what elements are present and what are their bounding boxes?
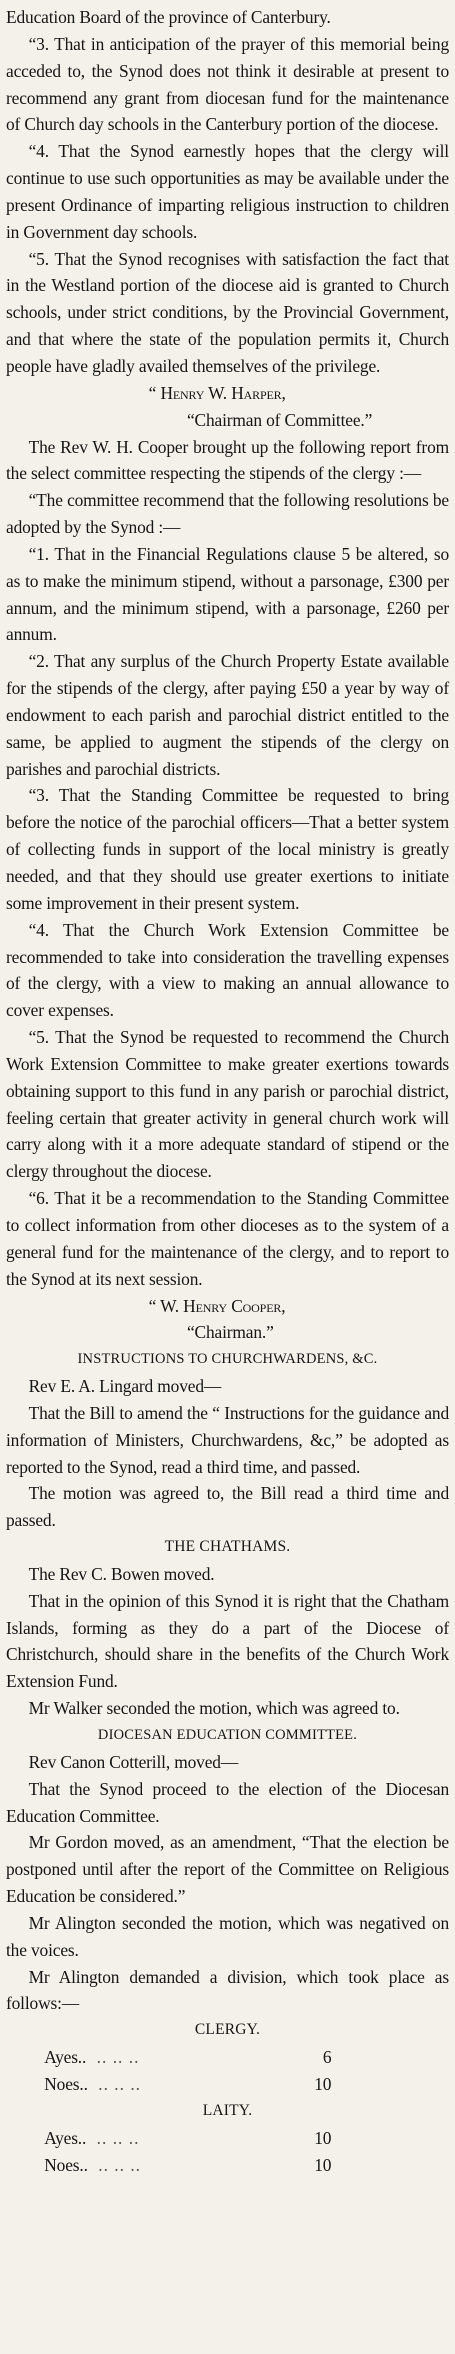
stipend-resolution-1: “1. That in the Financial Regulations clause 5 be altered, so as to make the minimum stipend, without a parsonage, £300 per annum, and the minimum stipend, with a parsonage, £260 per annum.	[6, 543, 449, 645]
paragraph-alington-division: Mr Alington demanded a division, which took place as follows:—	[6, 1966, 449, 2014]
vote-heading-clergy: CLERGY.	[194, 2021, 261, 2039]
vote-heading-laity: LAITY.	[202, 2101, 253, 2119]
resolution-5: “5. That the Synod recognises with satisfaction the fact that in the Westland portion of the diocese aid is granted to Church schools, under strict conditions, by the Provincial Government, and that where the state of the population permits it, Church people have gladly availed themselves of the privilege.	[6, 248, 449, 376]
stipend-resolution-5: “5. That the Synod be requested to recommend the Church Work Extension Committee to make greater exertions towards obtaining support to this fund in any parish or parochial district, feeling certain that greater activity in general church work will carry along with it a more adequate standard of stipend or the clergy throughout the diocese.	[6, 1027, 449, 1182]
paragraph-lingard-moved: Rev E. A. Lingard moved—	[28, 1376, 222, 1397]
stipend-resolution-6: “6. That it be a recommendation to the Standing Committee to collect information from other dioceses as to the system of a general fund for the maintenance of the clergy, and to report to the Synod at its next session.	[6, 1188, 449, 1289]
paragraph-education-board: Education Board of the province of Canterbury.	[6, 7, 331, 27]
signature-harper: “ Henry W. Harper,	[148, 382, 286, 403]
resolution-3: “3. That in anticipation of the prayer of this memorial being acceded to, the Synod does not think it desirable at present to recommend any grant from diocesan fund for the maintenance of Church day schools in the Canterbury portion of the diocese.	[6, 33, 449, 135]
stipend-resolution-2: “2. That any surplus of the Church Property Estate available for the stipends of the clergy, after paying £50 a year by way of endowment to each parish and parochial district entitled to the same, be applied to augment the stipends of the clergy on parishes and parochial districts.	[6, 651, 449, 779]
paragraph-alington-seconded: Mr Alington seconded the motion, which was negatived on the voices.	[6, 1912, 449, 1960]
vote-row-clergy-noes	[6, 2071, 331, 2098]
section-heading-chathams: THE CHATHAMS.	[164, 1538, 291, 1556]
vote-count: 6	[322, 2047, 332, 2068]
vote-count: 10	[314, 2073, 332, 2094]
vote-count: 10	[314, 2154, 332, 2175]
vote-label: Noes..	[44, 2073, 88, 2094]
paragraph-walker-seconded: Mr Walker seconded the motion, which was agreed to.	[28, 1698, 400, 1719]
paragraph-cotterill-motion: That the Synod proceed to the election of the Diocesan Education Committee.	[6, 1778, 449, 1826]
signature-harper-role: “Chairman of Committee.”	[186, 409, 373, 430]
vote-row-laity-noes	[6, 2152, 331, 2179]
vote-label: Noes..	[44, 2154, 88, 2175]
paragraph-lingard-result: The motion was agreed to, the Bill read a third time and passed.	[6, 1483, 449, 1531]
leader-dots: .. .. ..	[98, 2073, 142, 2094]
vote-label: Ayes..	[44, 2127, 87, 2148]
paragraph-cotterill-moved: Rev Canon Cotterill, moved—	[28, 1751, 239, 1772]
paragraph-bowen-motion: That in the opinion of this Synod it is right that the Chatham Islands, forming as they do a part of the Diocese of Christchurch, should share in the benefits of the Church Work Extension Fund.	[6, 1590, 449, 1692]
paragraph-lingard-motion: That the Bill to amend the “ Instructions for the guidance and information of Ministers, Churchwardens, &c,” be adopted as reported to the Synod, read a third time, and passed.	[6, 1402, 449, 1477]
paragraph-committee-intro: “The committee recommend that the following resolutions be adopted by the Synod :—	[6, 490, 449, 538]
signature-cooper: “ W. Henry Cooper,	[148, 1295, 286, 1316]
paragraph-cooper-intro: The Rev W. H. Cooper brought up the following report from the select committee respecting the stipends of the clergy :—	[6, 436, 449, 484]
signature-cooper-role: “Chairman.”	[186, 1322, 274, 1343]
vote-row-laity-ayes	[6, 2125, 331, 2152]
vote-row-clergy-ayes	[6, 2044, 331, 2071]
stipend-resolution-4: “4. That the Church Work Extension Committee be recommended to take into consideration the travelling expenses of the clergy, with a view to making an annual allowance to cover expenses.	[6, 919, 449, 1021]
vote-label: Ayes..	[44, 2047, 87, 2068]
leader-dots: .. .. ..	[96, 2047, 140, 2068]
paragraph-bowen-moved: The Rev C. Bowen moved.	[28, 1563, 215, 1584]
resolution-4: “4. That the Synod earnestly hopes that the clergy will continue to use such opportunities as may be available under the present Ordinance of imparting religious instruction to children in Government day schools.	[6, 141, 449, 242]
paragraph-gordon-amendment: Mr Gordon moved, as an amendment, “That the election be postponed until after the report of the Committee on Religious Education be considered.”	[6, 1832, 449, 1907]
vote-count: 10	[314, 2127, 332, 2148]
leader-dots: .. .. ..	[98, 2154, 142, 2175]
stipend-resolution-3: “3. That the Standing Committee be requested to bring before the notice of the parochial officers—That a better system of collecting funds in support of the local ministry is greatly needed, and that they should use greater exertions to initiate some improvement in their present system.	[6, 785, 449, 913]
section-heading-education: DIOCESAN EDUCATION COMMITTEE.	[97, 1727, 358, 1743]
leader-dots: .. .. ..	[96, 2127, 140, 2148]
section-heading-churchwardens: INSTRUCTIONS TO CHURCHWARDENS, &C.	[77, 1351, 378, 1368]
